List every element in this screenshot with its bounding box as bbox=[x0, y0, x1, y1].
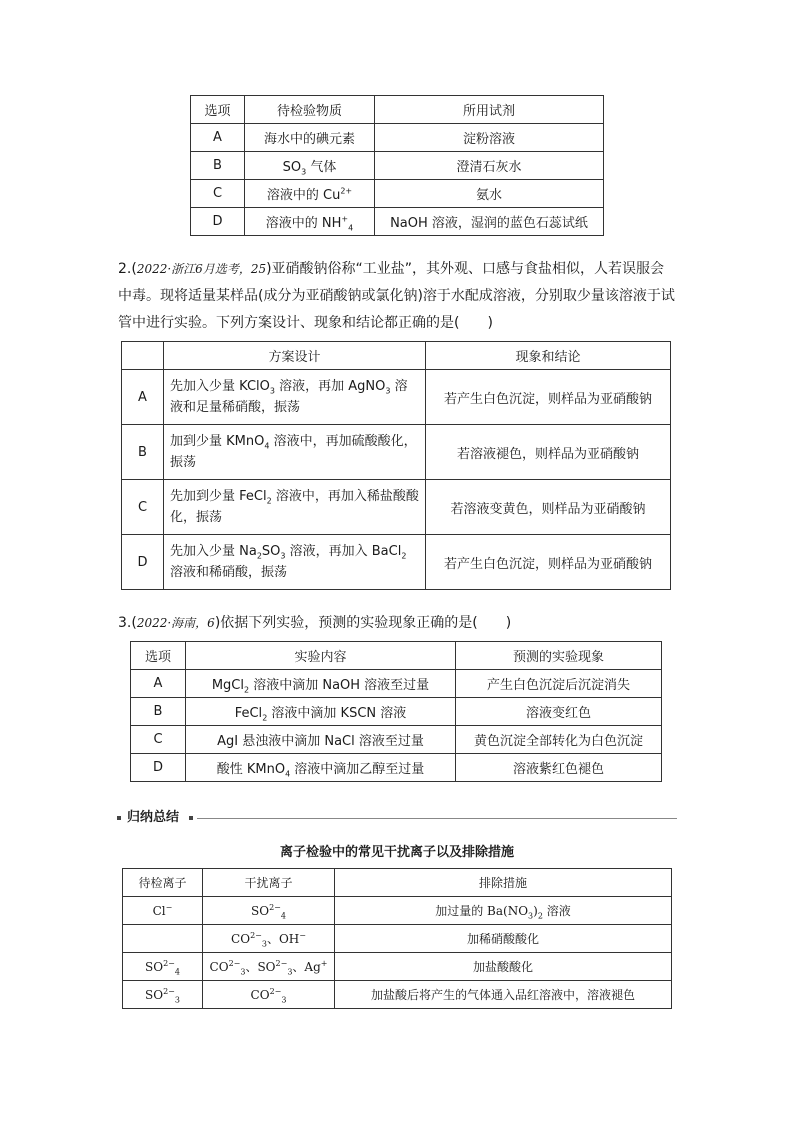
result-cell: 产生白色沉淀后沉淀消失 bbox=[456, 670, 662, 698]
summary-label: 归纳总结 bbox=[127, 810, 180, 825]
result-cell: 溶液变红色 bbox=[456, 698, 662, 726]
table-caption: 离子检验中的常见干扰离子以及排除措施 bbox=[279, 845, 514, 860]
result-cell: 若溶液变黄色，则样品为亚硝酸钠 bbox=[426, 480, 671, 535]
option-cell: A bbox=[191, 124, 245, 152]
option-cell: A bbox=[122, 370, 164, 425]
reagent-cell: 氨水 bbox=[375, 180, 604, 208]
option-cell: C bbox=[191, 180, 245, 208]
header-cell: 选项 bbox=[191, 96, 245, 124]
result-cell: 溶液紫红色褪色 bbox=[456, 754, 662, 782]
option-cell: C bbox=[122, 480, 164, 535]
result-cell: 若产生白色沉淀，则样品为亚硝酸钠 bbox=[426, 370, 671, 425]
header-cell: 所用试剂 bbox=[375, 96, 604, 124]
design-cell: 先加到少量 FeCl$_2$ 溶液中，再加入稀盐酸酸化，振荡 bbox=[164, 480, 426, 535]
table-row bbox=[123, 897, 672, 925]
substance-cell: 溶液中的 $Cu^{2+}$ bbox=[245, 180, 375, 208]
table-row bbox=[191, 208, 604, 236]
content-cell: AgI 悬浊液中滴加 NaCl 溶液至过量 bbox=[186, 726, 456, 754]
table-row bbox=[131, 754, 662, 782]
divider bbox=[197, 818, 677, 819]
result-cell: 若产生白色沉淀，则样品为亚硝酸钠 bbox=[426, 535, 671, 590]
reagent-cell: NaOH 溶液，湿润的蓝色石蕊试纸 bbox=[375, 208, 604, 236]
table-header-row bbox=[123, 869, 672, 897]
target-ion-cell bbox=[123, 925, 203, 953]
table-row bbox=[122, 370, 671, 425]
substance-cell: 溶液中的 $NH^+_4$ bbox=[245, 208, 375, 236]
table-row bbox=[123, 981, 672, 1009]
table-header-row bbox=[191, 96, 604, 124]
table-row bbox=[191, 180, 604, 208]
substance-cell: $SO_3$ 气体 bbox=[245, 152, 375, 180]
measure-cell: 加盐酸后将产生的气体通入品红溶液中，溶液褪色 bbox=[335, 981, 672, 1009]
table-row bbox=[122, 480, 671, 535]
bullet-icon bbox=[117, 816, 121, 820]
interfering-ion-cell: $CO^{2-}_3$ bbox=[203, 981, 335, 1009]
header-cell: 待检验物质 bbox=[245, 96, 375, 124]
header-cell: 实验内容 bbox=[186, 642, 456, 670]
header-cell bbox=[122, 342, 164, 370]
question-3-line-1: 3.(2022·海南，6)依据下列实验，预测的实验现象正确的是( ) bbox=[118, 615, 512, 631]
design-cell: 先加入少量 $Na_2SO_3$ 溶液，再加入 BaCl$_2$ 溶液和稀硝酸，振荡 bbox=[164, 535, 426, 590]
option-cell: D bbox=[131, 754, 186, 782]
question-2 bbox=[118, 256, 678, 337]
header-cell: 选项 bbox=[131, 642, 186, 670]
table-row bbox=[191, 124, 604, 152]
question-2-line-1: 2.(2022·浙江6月选考，25)亚硝酸钠俗称“工业盐”，其外观、口感与食盐相似，人若误服会 bbox=[118, 261, 665, 277]
header-cell: 预测的实验现象 bbox=[456, 642, 662, 670]
option-cell: D bbox=[191, 208, 245, 236]
result-cell: 若溶液褪色，则样品为亚硝酸钠 bbox=[426, 425, 671, 480]
interfering-ion-cell: $CO^{2-}_3$、$SO^{2-}_3$、Ag+ bbox=[203, 953, 335, 981]
measure-cell: 加过量的 $Ba(NO_3)_2$ 溶液 bbox=[335, 897, 672, 925]
table-row bbox=[191, 152, 604, 180]
reagent-table bbox=[190, 95, 604, 236]
table-row bbox=[122, 425, 671, 480]
design-cell: 先加入少量 KClO$_3$ 溶液，再加 AgNO$_3$ 溶液和足量稀硝酸，振荡 bbox=[164, 370, 426, 425]
content-cell: MgCl$_2$ 溶液中滴加 NaOH 溶液至过量 bbox=[186, 670, 456, 698]
reagent-cell: 澄清石灰水 bbox=[375, 152, 604, 180]
table-row bbox=[123, 953, 672, 981]
header-cell: 排除措施 bbox=[335, 869, 672, 897]
option-cell: C bbox=[131, 726, 186, 754]
measure-cell: 加盐酸酸化 bbox=[335, 953, 672, 981]
interfering-ion-cell: $CO^{2-}_3$、OH− bbox=[203, 925, 335, 953]
option-cell: B bbox=[131, 698, 186, 726]
question-2-line-3: 管中进行实验。下列方案设计、现象和结论都正确的是( ) bbox=[118, 315, 493, 331]
bullet-icon bbox=[189, 816, 193, 820]
reagent-cell: 淀粉溶液 bbox=[375, 124, 604, 152]
header-cell: 现象和结论 bbox=[426, 342, 671, 370]
experiment-design-table bbox=[121, 341, 671, 590]
option-cell: B bbox=[191, 152, 245, 180]
result-cell: 黄色沉淀全部转化为白色沉淀 bbox=[456, 726, 662, 754]
header-cell: 方案设计 bbox=[164, 342, 426, 370]
summary-header bbox=[117, 808, 677, 828]
target-ion-cell: Cl− bbox=[123, 897, 203, 925]
target-ion-cell: $SO^{2-}_3$ bbox=[123, 981, 203, 1009]
header-cell: 干扰离子 bbox=[203, 869, 335, 897]
table-row bbox=[131, 670, 662, 698]
option-cell: D bbox=[122, 535, 164, 590]
table-row bbox=[123, 925, 672, 953]
prediction-table bbox=[130, 641, 662, 782]
content-cell: 酸性 KMnO$_4$ 溶液中滴加乙醇至过量 bbox=[186, 754, 456, 782]
question-source: 2022·海南，6 bbox=[136, 616, 215, 630]
question-source: 2022·浙江6月选考，25 bbox=[136, 262, 267, 276]
question-2-line-2: 中毒。现将适量某样品(成分为亚硝酸钠或氯化钠)溶于水配成溶液，分别取少量该溶液于试 bbox=[118, 288, 675, 304]
header-cell: 待检离子 bbox=[123, 869, 203, 897]
content-cell: FeCl$_2$ 溶液中滴加 KSCN 溶液 bbox=[186, 698, 456, 726]
option-cell: A bbox=[131, 670, 186, 698]
question-3 bbox=[118, 610, 678, 637]
design-cell: 加到少量 KMnO$_4$ 溶液中，再加硫酸酸化，振荡 bbox=[164, 425, 426, 480]
measure-cell: 加稀硝酸酸化 bbox=[335, 925, 672, 953]
table-header-row bbox=[122, 342, 671, 370]
table-row bbox=[131, 698, 662, 726]
interference-ions-table bbox=[122, 868, 672, 1009]
option-cell: B bbox=[122, 425, 164, 480]
table-header-row bbox=[131, 642, 662, 670]
substance-cell: 海水中的碘元素 bbox=[245, 124, 375, 152]
table-row bbox=[131, 726, 662, 754]
interfering-ion-cell: $SO^{2-}_4$ bbox=[203, 897, 335, 925]
target-ion-cell: $SO^{2-}_4$ bbox=[123, 953, 203, 981]
table-row bbox=[122, 535, 671, 590]
